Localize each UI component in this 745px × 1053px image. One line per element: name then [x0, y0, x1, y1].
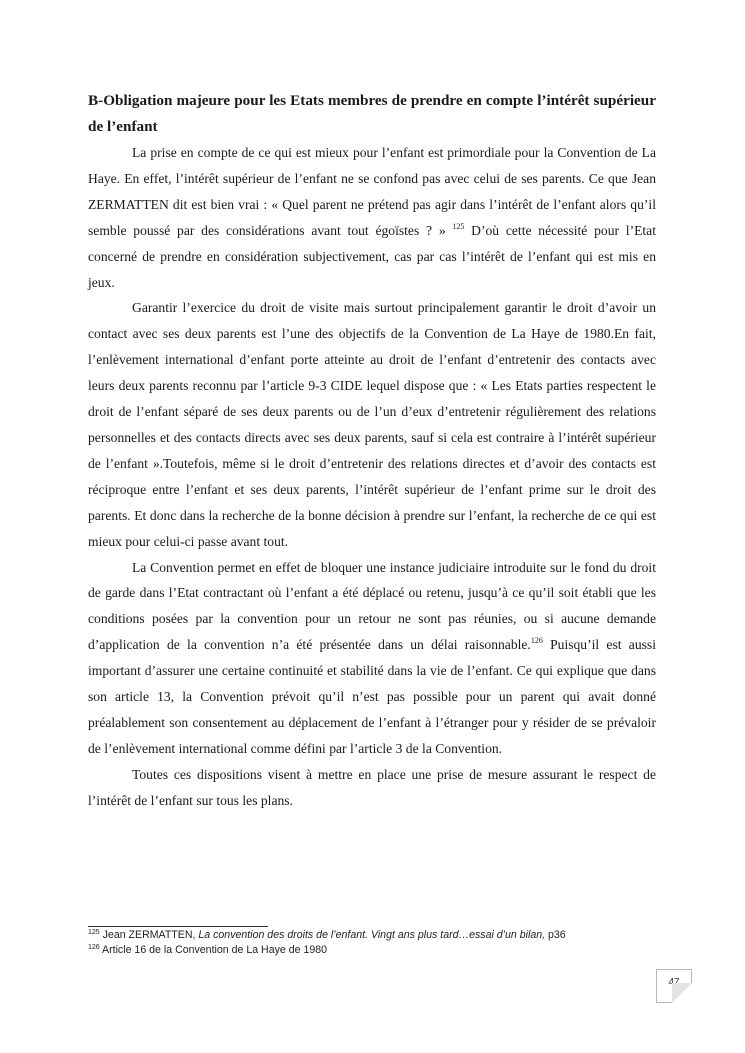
paragraph-3-text-a: La Convention permet en effet de bloquer une instance judiciaire introduite sur le fond du droit de garde dans l’Etat contractant où l’enfant a été déplacé ou retenu, jusqu’à ce qu’il soit établi que les conditions posées par la convention pour un retour ne sont pas réunies, ou si aucune demande d’application de la convention n’a été présentée dans un délai raisonnable.: [88, 559, 656, 653]
paragraph-1-text-b: D’où cette nécessité pour l’Etat concerné de prendre en considération subjectivement, cas par cas l’intérêt de l’enfant qui est mis en jeux.: [88, 222, 656, 290]
paragraph-1-text-a: La prise en compte de ce qui est mieux pour l’enfant est primordiale pour la Convention de La Haye. En effet, l’intérêt supérieur de l’enfant ne se confond pas avec celui de ses parents. Ce que Jean ZERMATTEN dit est bien vrai : « Quel parent ne prétend pas agir dans l’intérêt de l’enfant alors qu’il semble poussé par des considérations avant tout égoïstes ? »: [88, 145, 656, 238]
paragraph-3-text-b: Puisqu’il est aussi important d’assurer une certaine continuité et stabilité dans la vie de l’enfant. Ce qui explique que dans son article 13, la Convention prévoit qu’il n’est pas possible pour un parent qui avait donné préalablement son consentement au déplacement de l’enfant à l’étranger pour y résider de se prévaloir de l’enlèvement international comme défini par l’article 3 de la Convention.: [88, 637, 656, 756]
footnote-126: [88, 943, 658, 958]
footnote-number: 126: [88, 944, 100, 951]
page-number: 47: [668, 977, 680, 988]
paragraph-1: [88, 140, 656, 295]
paragraph-4: Toutes ces dispositions visent à mettre en place une prise de mesure assurant le respect de l’intérêt de l’enfant sur tous les plans.: [88, 766, 656, 808]
footnote-divider: [88, 926, 268, 927]
page-number-box: [656, 969, 692, 1003]
footnote-number: 125: [88, 929, 100, 936]
footnotes: [88, 928, 658, 958]
paragraph-3: [88, 555, 656, 762]
footnote-text: Jean ZERMATTEN,: [99, 929, 199, 941]
footnote-text: Article 16 de la Convention de La Haye de 1980: [99, 944, 328, 956]
body-text: [88, 88, 656, 814]
footnote-ref-126[interactable]: 126: [530, 636, 543, 646]
page-curl-icon: [672, 983, 692, 1003]
paragraph-2: Garantir l’exercice du droit de visite mais surtout principalement garantir le droit d’avoir un contact avec ses deux parents est l’une des objectifs de la Convention de La Haye de 1980.En fait, l’enlèvement international d’enfant porte atteinte au droit de l’enfant d’entretenir des contacts avec leurs deux parents reconnu par l’article 9-3 CIDE lequel dispose que : « Les Etats parties respectent le droit de l’enfant séparé de ses deux parents ou de l’un d’eux d’entretenir régulièrement des relations personnelles et des contacts directs avec ses deux parents, sauf si cela est contraire à l’intérêt supérieur de l’enfant ».Toutefois, même si le droit d’entretenir des relations directes et d’avoir des contacts est réciproque entre l’enfant et ses deux parents, l’intérêt supérieur de l’enfant prime sur le droit des parents. Et donc dans la recherche de la bonne décision à prendre sur l’enfant, la recherche de ce qui est mieux pour celui-ci passe avant tout.: [88, 300, 656, 549]
footnote-ref-125[interactable]: 125: [452, 221, 465, 231]
footnote-text-end: p36: [545, 929, 566, 941]
footnote-125: [88, 928, 658, 943]
section-heading: B-Obligation majeure pour les Etats membres de prendre en compte l’intérêt supérieur de l’enfant: [88, 92, 656, 135]
footnote-title: La convention des droits de l’enfant. Vingt ans plus tard…essai d’un bilan,: [198, 929, 546, 941]
